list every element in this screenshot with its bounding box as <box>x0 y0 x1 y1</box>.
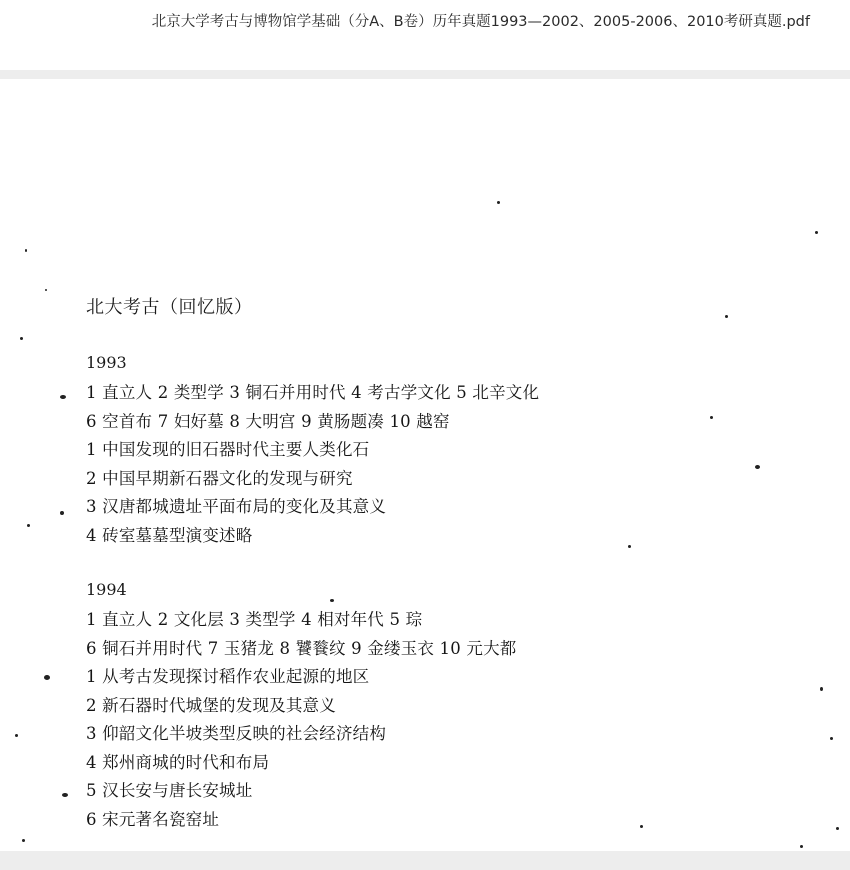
question-line: 5 汉长安与唐长安城址 <box>86 781 253 800</box>
exam-section-1994 <box>86 578 517 834</box>
question-line: 1 直立人 2 文化层 3 类型学 4 相对年代 5 琮 <box>86 610 423 629</box>
question-line: 2 中国早期新石器文化的发现与研究 <box>86 468 353 488</box>
page-separator <box>0 851 850 870</box>
question-line: 4 砖室墓墓型演变述略 <box>86 525 253 545</box>
section-year: 1993 <box>86 353 127 372</box>
file-title: 北京大学考古与博物馆学基础（分A、B卷）历年真题1993—2002、2005-2006、2010考研真题.pdf <box>151 14 810 30</box>
question-line: 6 宋元著名瓷窑址 <box>86 809 220 829</box>
document-header <box>0 0 850 70</box>
section-year: 1994 <box>86 580 127 599</box>
document-page[interactable] <box>0 79 850 851</box>
question-line: 3 仰韶文化半坡类型反映的社会经济结构 <box>86 724 387 743</box>
question-line: 6 空首布 7 妇好墓 8 大明宫 9 黄肠题凑 10 越窑 <box>86 411 450 431</box>
exam-section-1993 <box>86 351 539 550</box>
page-separator <box>0 70 850 79</box>
document-title: 北大考古（回忆版） <box>86 297 253 318</box>
question-line: 2 新石器时代城堡的发现及其意义 <box>86 695 336 715</box>
question-line: 6 铜石并用时代 7 玉猪龙 8 饕餮纹 9 金缕玉衣 10 元大都 <box>86 638 517 658</box>
question-line: 4 郑州商城的时代和布局 <box>86 752 270 772</box>
question-line: 1 从考古发现探讨稻作农业起源的地区 <box>86 667 370 686</box>
question-line: 1 直立人 2 类型学 3 铜石并用时代 4 考古学文化 5 北辛文化 <box>86 383 540 402</box>
question-line: 1 中国发现的旧石器时代主要人类化石 <box>86 440 370 459</box>
question-line: 3 汉唐都城遗址平面布局的变化及其意义 <box>86 497 387 516</box>
